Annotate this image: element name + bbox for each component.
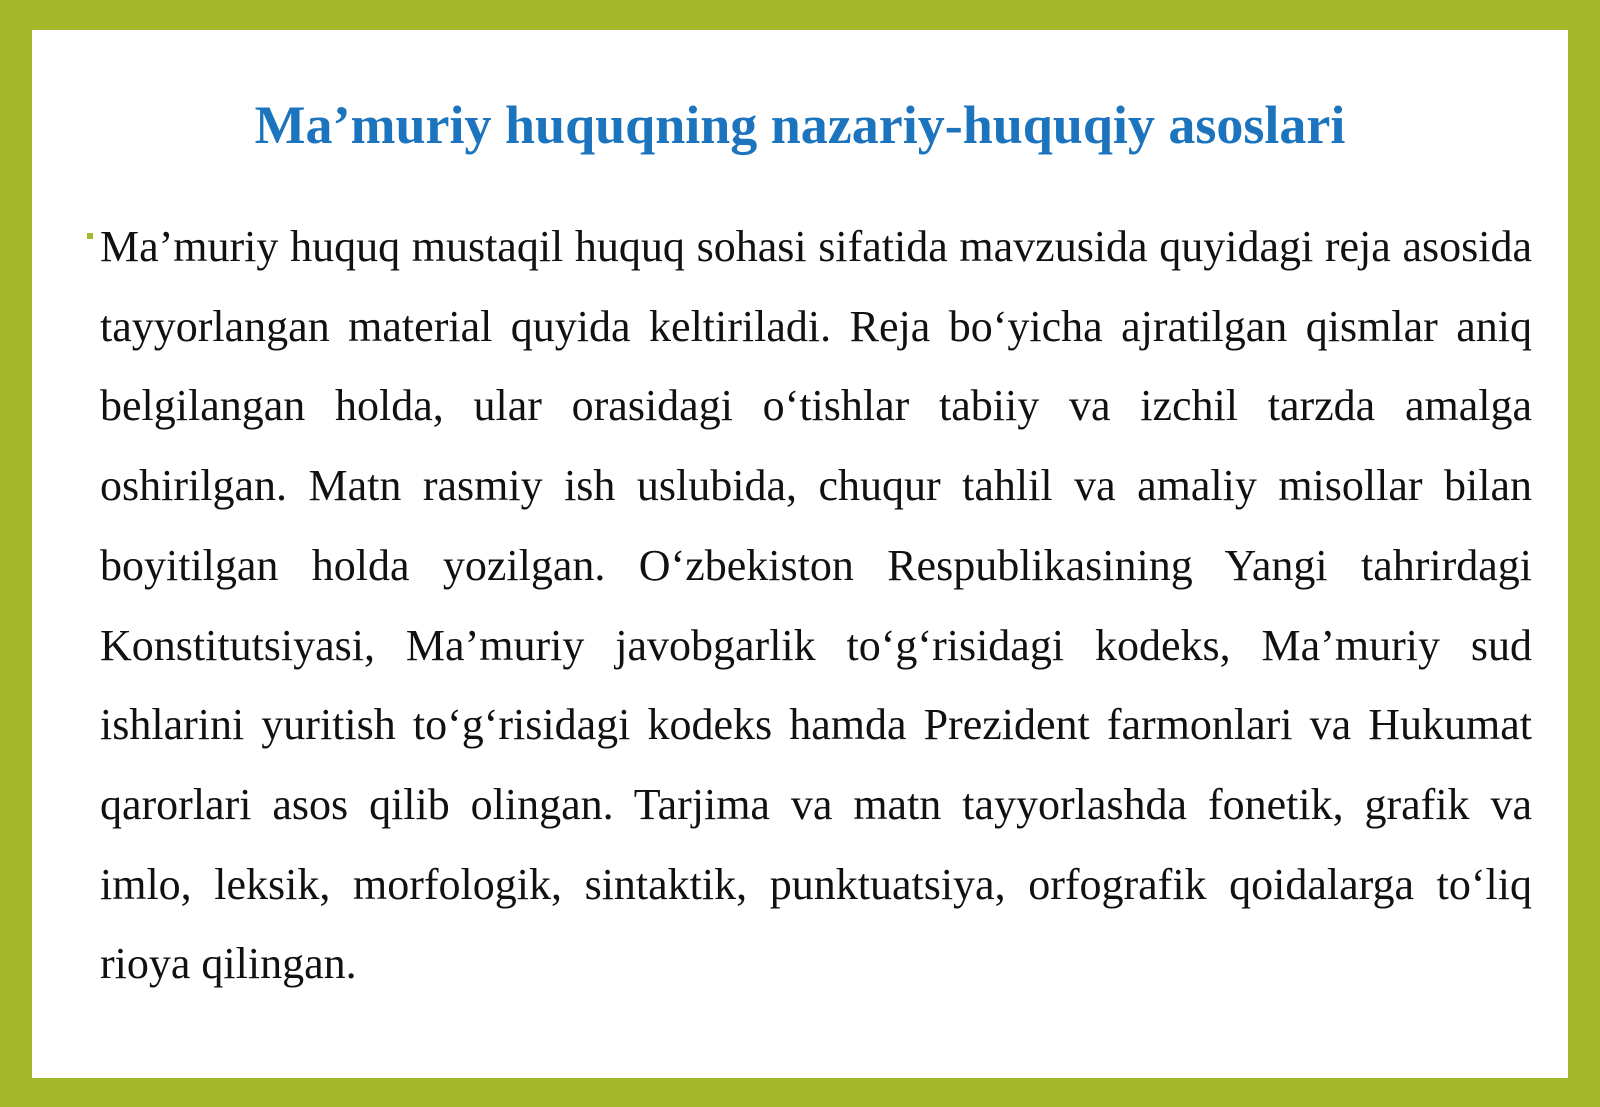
slide-title: Ma’muriy huquqning nazariy-huquqiy asoslari (254, 95, 1346, 155)
body-paragraph: Ma’muriy huquq mustaqil huquq sohasi sifatida mavzusida quyidagi reja asosida tayyorlangan material quyida keltiriladi. Reja bo‘yicha ajratilgan qismlar aniq belgilangan holda, ular orasidagi o‘tishlar tabiiy va izchil tarzda amalga oshirilgan. Matn rasmiy ish uslubida, chuqur tahlil va amaliy misollar bilan boyitilgan holda yozilgan. O‘zbekiston Respublikasining Yangi tahrirdagi Konstitutsiyasi, Ma’muriy javobgarlik to‘g‘risidagi kodeks, Ma’muriy sud ishlarini yuritish to‘g‘risidagi kodeks hamda Prezident farmonlari va Hukumat qarorlari asos qilib olingan. Tarjima va matn tayyorlashda fonetik, grafik va imlo, leksik, morfologik, sintaktik, punktuatsiya, orfografik qoidalarga to‘liq rioya qilingan. (100, 222, 1532, 989)
slide-canvas (32, 30, 1568, 1078)
bullet-item (100, 207, 1532, 1004)
square-bullet-icon (87, 233, 93, 239)
